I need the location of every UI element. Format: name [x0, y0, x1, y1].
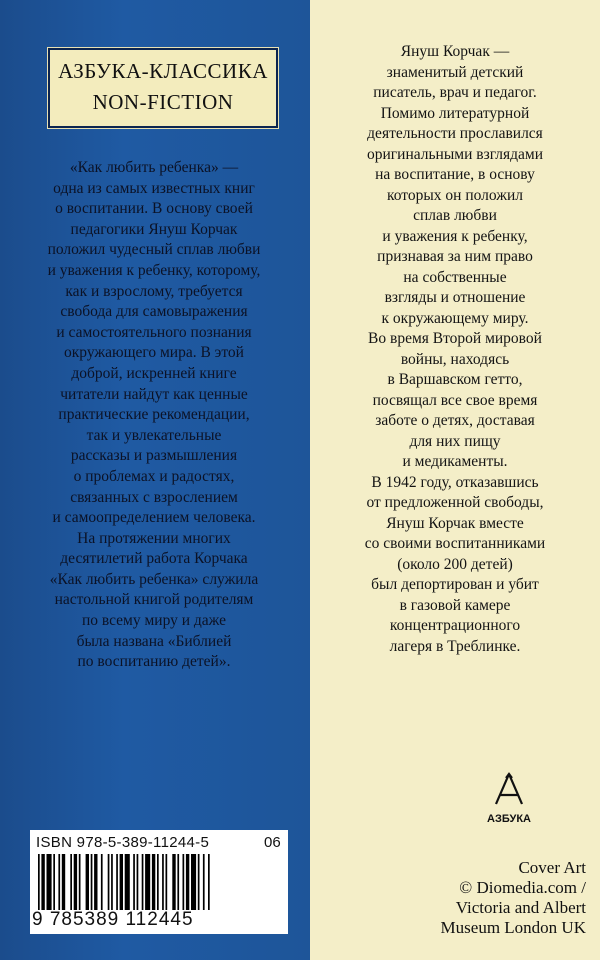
description-line: сплав любви [413, 207, 497, 224]
description-line: (около 200 детей) [397, 555, 513, 573]
description-line: взгляды и отношение [384, 289, 526, 306]
description-line: В 1942 году, отказавшись [371, 473, 539, 491]
description-line: по всему миру и даже [81, 612, 227, 630]
description-line: так и увлекательные [86, 426, 222, 444]
description-line: связанных с взрослением [70, 488, 238, 506]
description-line: и медикаменты. [402, 453, 508, 470]
description-line: свобода для самовыражения [60, 303, 248, 321]
cover-art-credit [310, 858, 586, 938]
right-cream-panel [310, 0, 600, 960]
isbn-barcode [30, 830, 288, 934]
description-line: заботе о детях, доставая [375, 412, 535, 429]
credit-line: Museum London UK [440, 918, 586, 937]
description-line: педагогики Януш Корчак [70, 220, 238, 238]
description-line: как и взрослому, требуется [65, 282, 243, 300]
description-line: деятельности прославился [367, 125, 543, 142]
description-line: была названа «Библией [76, 632, 232, 650]
description-line: Помимо литературной [380, 104, 530, 122]
description-line: На протяжении многих [77, 529, 231, 547]
logo-text: АЗБУКА [487, 813, 531, 825]
description-line: Януш Корчак вместе [386, 514, 524, 532]
series-subtitle: NON-FICTION [92, 90, 234, 114]
description-line: практические рекомендации, [58, 406, 250, 424]
description-line: и уважения к ребенку, которому, [47, 261, 261, 279]
description-line: и уважения к ребенку, [382, 227, 528, 245]
isbn-addon: 06 [264, 834, 281, 851]
description-line: которых он положил [387, 186, 523, 204]
description-line: о воспитании. В основу своей [55, 200, 253, 218]
description-line: был депортирован и убит [371, 576, 539, 593]
description-line: лагеря в Треблинке. [389, 637, 521, 655]
description-line: войны, находясь [400, 350, 510, 368]
description-line: читатели найдут как ценные [60, 385, 248, 403]
description-line: Во время Второй мировой [368, 330, 542, 347]
azbuka-logo-icon [474, 770, 544, 830]
description-line: доброй, искренней книге [71, 364, 237, 382]
description-line: «Как любить ребенка» служила [49, 570, 259, 588]
description-line: к окружающему миру. [381, 309, 529, 327]
description-line: одна из самых известных книг [53, 179, 255, 197]
description-line: знаменитый детский [386, 63, 524, 81]
description-line: и самоопределением человека. [52, 509, 256, 527]
description-line: и самостоятельного познания [56, 323, 252, 341]
left-description [28, 158, 280, 673]
series-label-box [48, 48, 278, 128]
description-line: оригинальными взглядами [367, 145, 543, 163]
description-line: признавая за ним право [377, 248, 533, 265]
barcode-digits: 9 785389 112445 [32, 909, 194, 930]
description-line: для них пищу [409, 432, 501, 450]
isbn-number: ISBN 978-5-389-11244-5 [36, 834, 210, 851]
description-line: в Варшавском гетто, [387, 371, 523, 388]
credit-line: © Diomedia.com / [459, 878, 586, 897]
credit-line: Cover Art [518, 858, 586, 877]
description-line: настольной книгой родителям [54, 591, 254, 609]
description-line: окружающего мира. В этой [64, 344, 244, 362]
description-line: посвящал все свое время [372, 391, 538, 409]
description-line: в газовой камере [399, 596, 511, 614]
right-description [310, 42, 600, 657]
description-line: со своими воспитанниками [364, 535, 546, 552]
description-line: положил чудесный сплав любви [47, 241, 261, 259]
description-line: о проблемах и радостях, [73, 467, 235, 485]
description-line: концентрационного [389, 617, 521, 634]
description-line: десятилетий работа Корчака [60, 550, 248, 568]
description-line: по воспитанию детей». [77, 653, 231, 671]
description-line: Януш Корчак — [400, 43, 510, 60]
series-name: АЗБУКА-КЛАССИКА [58, 59, 268, 83]
description-line: писатель, врач и педагог. [373, 84, 537, 101]
description-line: «Как любить ребенка» — [69, 159, 239, 176]
description-line: на собственные [403, 268, 507, 286]
description-line: на воспитание, в основу [375, 166, 535, 183]
description-line: рассказы и размышления [70, 447, 238, 465]
description-line: от предложенной свободы, [366, 494, 544, 511]
credit-line: Victoria and Albert [455, 898, 586, 917]
barcode-icon [36, 854, 282, 910]
